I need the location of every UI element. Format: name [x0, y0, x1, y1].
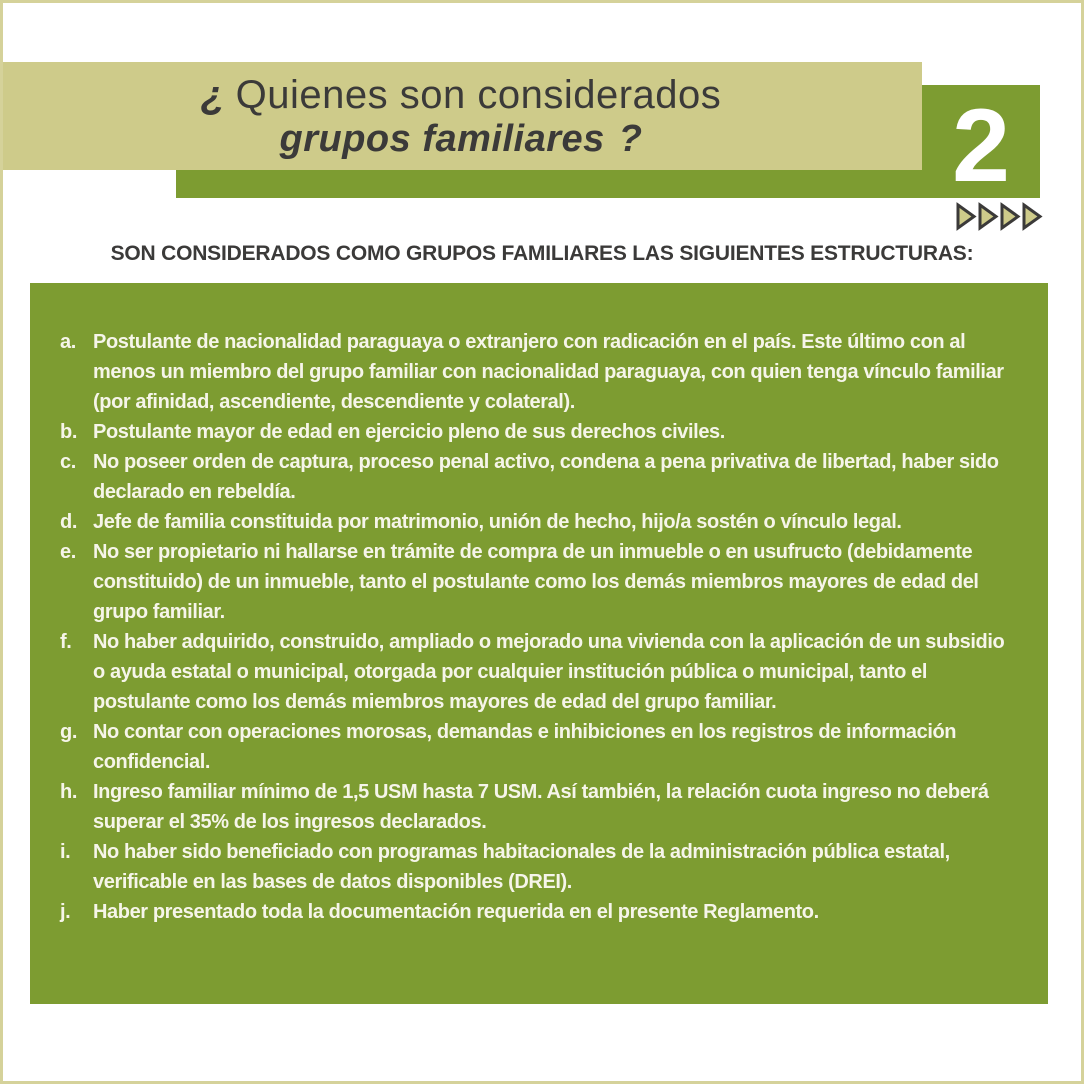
list-item-text: No poseer orden de captura, proceso penal activo, condena a pena privativa de libertad, haber sido declarado en rebeldía. [93, 451, 999, 503]
list-item-label: e. [60, 541, 76, 563]
list-item [60, 417, 1016, 447]
right-triangle-icon [999, 202, 1021, 231]
list-item-text: No haber sido beneficiado con programas habitacionales de la administración pública estatal, verificable en las bases de datos disponibles (DREI). [93, 841, 950, 893]
title-banner [0, 62, 922, 170]
list-item-text: Jefe de familia constituida por matrimonio, unión de hecho, hijo/a sostén o vínculo legal. [93, 511, 902, 533]
list-item [60, 327, 1016, 417]
list-item-text: Ingreso familiar mínimo de 1,5 USM hasta 7 USM. Así también, la relación cuota ingreso no deberá superar el 35% de los ingresos declarados. [93, 781, 989, 833]
list-item-label: b. [60, 421, 77, 443]
section-subtitle: SON CONSIDERADOS COMO GRUPOS FAMILIARES LAS SIGUIENTES ESTRUCTURAS: [110, 242, 974, 265]
list-item-text: No ser propietario ni hallarse en trámite de compra de un inmueble o en usufructo (debidamente constituido) de un inmueble, tanto el postulante como los demás miembros mayores de edad del grupo familiar. [93, 541, 979, 623]
list-item-label: d. [60, 511, 77, 533]
list-item [60, 777, 1016, 837]
title-line2-text: grupos familiares [279, 118, 605, 160]
right-triangle-icon [955, 202, 977, 231]
list-item-text: Postulante de nacionalidad paraguaya o extranjero con radicación en el país. Este último con al menos un miembro del grupo familiar con nacionalidad paraguaya, con quien tenga vínculo familiar (por afinidad, ascendiente, descendiente y colateral). [93, 331, 1004, 413]
requirements-list [60, 327, 1016, 927]
title-question-line1 [201, 73, 722, 117]
list-item-text: No haber adquirido, construido, ampliado o mejorado una vivienda con la aplicación de un subsidio o ayuda estatal o municipal, otorgada por cualquier institución pública o municipal, tanto el postulante como los demás miembros mayores de edad del grupo familiar. [93, 631, 1005, 713]
title-question-line2 [280, 117, 643, 161]
list-item [60, 447, 1016, 507]
list-item [60, 897, 1016, 927]
list-item-label: h. [60, 781, 77, 803]
list-item-label: j. [60, 901, 71, 923]
right-triangle-icon [977, 202, 999, 231]
list-item-text: Haber presentado toda la documentación requerida en el presente Reglamento. [93, 901, 819, 923]
list-item-text: No contar con operaciones morosas, demandas e inhibiciones en los registros de información confidencial. [93, 721, 957, 773]
list-item-label: i. [60, 841, 71, 863]
list-item-label: a. [60, 331, 76, 353]
right-triangle-icon [1021, 202, 1043, 231]
list-item [60, 507, 1016, 537]
title-line1-text: Quienes son considerados [235, 73, 722, 117]
list-item-label: f. [60, 631, 72, 653]
section-number-badge: 2 [952, 87, 1010, 204]
arrow-row [955, 202, 1043, 231]
requirements-box [30, 283, 1048, 1004]
list-item-label: c. [60, 451, 76, 473]
list-item [60, 627, 1016, 717]
question-mark: ? [618, 118, 643, 160]
list-item-text: Postulante mayor de edad en ejercicio pleno de sus derechos civiles. [93, 421, 725, 443]
list-item-label: g. [60, 721, 77, 743]
list-item [60, 717, 1016, 777]
inverted-question-mark: ¿ [200, 73, 226, 117]
list-item [60, 537, 1016, 627]
list-item [60, 837, 1016, 897]
